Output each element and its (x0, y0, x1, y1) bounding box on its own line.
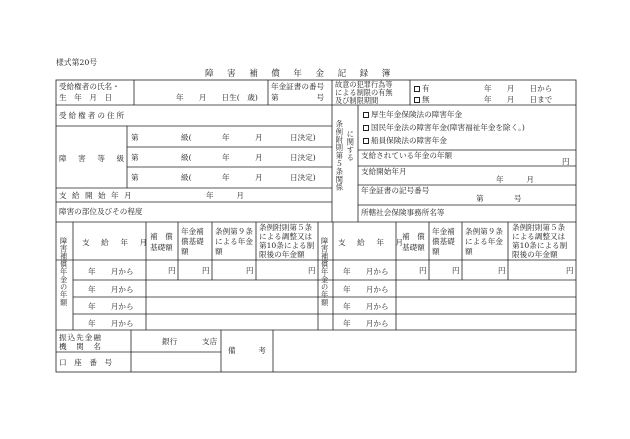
col-art9-header-l2: による年金 (215, 237, 253, 246)
table-row[interactable]: 年 月から (88, 285, 134, 294)
col-adj-header-l3: 第10条による制 (259, 241, 315, 250)
pension-option-label: 船員保険法の障害年金 (371, 136, 447, 145)
remarks-label: 備 考 (228, 346, 266, 355)
supp5-start-label: 支給開始年月 (361, 167, 407, 176)
bank-label-line1: 振込先金融 (59, 333, 102, 342)
grade-value: 級( (181, 173, 192, 182)
supp5-cert-field[interactable]: 第 号 (476, 194, 522, 203)
yen-unit: 円 (202, 266, 210, 275)
col-date-header: 支 給 年 月 (82, 238, 150, 247)
bank-name-field[interactable]: 銀行 (162, 337, 178, 346)
col-adj-header-l1: 条例附則第５条 (259, 223, 313, 232)
table-side-label-right: 障害補償年金の年額 (320, 237, 330, 307)
restriction-label-line3: 及び制限期間 (335, 96, 379, 105)
grade-day: 日決定) (290, 153, 316, 162)
yen-unit: 円 (566, 266, 574, 275)
table-row[interactable]: 年 月から (88, 302, 134, 311)
pension-amount-label: 支給されている年金の年額 (361, 151, 453, 160)
grade-month: 月 (255, 173, 263, 182)
col-pension-header-right-l3: 額 (432, 247, 440, 256)
checkbox-pension-2[interactable] (363, 125, 369, 131)
col-pension-header-l1: 年金補 (181, 227, 204, 236)
birth-date-field[interactable]: 年 月 日生( 歳) (176, 93, 258, 102)
checkbox-yes[interactable] (414, 86, 420, 92)
table-row[interactable]: 年 月から (88, 267, 134, 276)
grade-prefix: 第 (131, 173, 139, 182)
pension-option-3[interactable] (363, 137, 447, 145)
col-adj-header-l4: 限後の年金額 (259, 250, 305, 259)
grade-prefix: 第 (131, 133, 139, 142)
col-art9-header-l3: 額 (215, 247, 223, 256)
col-adj-header-l2: による調整又は (259, 232, 313, 241)
grade-label: 障 害 等 級 (59, 154, 127, 163)
col-adj-header-right-l1: 条例附則第５条 (512, 223, 566, 232)
checkbox-pension-1[interactable] (363, 112, 369, 118)
pension-option-1[interactable] (363, 111, 462, 119)
address-label: 受給権者の住所 (59, 111, 127, 120)
grade-day: 日決定) (290, 173, 316, 182)
disability-label: 障害の部位及びその程度 (59, 207, 143, 216)
grade-value: 級( (181, 133, 192, 142)
supp5-vertical-label: 条例附則第５条関係 (334, 120, 344, 192)
page-title: 障害補償年金記録簿 (205, 69, 404, 79)
start-ym-label: 支 給 開 始 年 月 (59, 191, 134, 200)
checkbox-no[interactable] (414, 97, 420, 103)
table-side-label-left: 障害補償年金の年額 (59, 237, 69, 307)
supp5-relation-label: に関する (345, 130, 355, 162)
grade-month: 月 (255, 133, 263, 142)
restriction-label-line2: による制限の有無 (335, 88, 393, 97)
yen-unit: 円 (168, 266, 176, 275)
col-pension-header-right-l1: 年金補 (432, 227, 455, 236)
table-row[interactable]: 年 月から (343, 302, 389, 311)
name-label-line1: 受給権者の氏名・ (59, 82, 120, 91)
yen-unit: 円 (498, 266, 506, 275)
supp5-start-field[interactable]: 年 月 (496, 175, 534, 184)
cert-number-field[interactable]: 第 号 (271, 93, 325, 102)
restriction-label-line1: 故意の犯罪行為等 (335, 80, 393, 89)
pension-option-2[interactable] (363, 124, 525, 132)
branch-name-field[interactable]: 支店 (202, 337, 218, 346)
table-row[interactable]: 年 月から (343, 267, 389, 276)
pension-option-label: 厚生年金保険法の障害年金 (371, 110, 463, 119)
account-number-label: 口 座 番 号 (59, 358, 113, 367)
col-adj-header-right-l3: 第10条による制 (512, 241, 568, 250)
pension-amount-unit: 円 (562, 157, 570, 166)
restriction-no-label: 無 (422, 95, 430, 104)
restriction-no-option[interactable] (414, 96, 430, 104)
grade-day: 日決定) (290, 133, 316, 142)
table-row[interactable]: 年 月から (343, 285, 389, 294)
checkbox-pension-3[interactable] (363, 138, 369, 144)
name-label-line2: 生 年 月 日 (59, 93, 113, 102)
grade-year: 年 (222, 153, 230, 162)
restriction-to-date[interactable]: 年 月 日まで (484, 95, 553, 104)
col-art9-header-right-l1: 条例第９条 (465, 227, 503, 236)
grade-value: 級( (181, 153, 192, 162)
col-adj-header-right-l4: 限後の年金額 (512, 250, 558, 259)
yen-unit: 円 (308, 266, 316, 275)
table-row[interactable]: 年 月から (343, 319, 389, 328)
grade-year: 年 (222, 133, 230, 142)
grade-month: 月 (255, 153, 263, 162)
col-pension-header-l3: 額 (181, 247, 189, 256)
col-base-header-l1: 補 償 (150, 232, 173, 241)
bank-label-line2: 機 関 名 (59, 342, 102, 351)
col-pension-header-right-l2: 償基礎 (432, 237, 455, 246)
start-ym-field[interactable]: 年 月 (206, 191, 244, 200)
yen-unit: 円 (246, 266, 254, 275)
col-adj-header-right-l2: による調整又は (512, 232, 566, 241)
form-number: 様式第20号 (56, 58, 98, 67)
restriction-yes-option[interactable] (414, 85, 430, 93)
col-base-header-l2: 基礎額 (150, 243, 173, 252)
col-base-header-right-l1: 補 償 (402, 232, 425, 241)
pension-option-label: 国民年金法の障害年金(障害福祉年金を除く。) (371, 123, 525, 132)
cert-number-label: 年金証書の番号 (271, 82, 325, 91)
col-pension-header-l2: 償基礎 (181, 237, 204, 246)
supp5-cert-label: 年金証書の記号番号 (361, 186, 430, 195)
table-row[interactable]: 年 月から (88, 319, 134, 328)
restriction-from-date[interactable]: 年 月 日から (484, 84, 553, 93)
social-insurance-office-label: 所轄社会保険事務所名等 (361, 208, 445, 217)
grade-year: 年 (222, 173, 230, 182)
col-art9-header-l1: 条例第９条 (215, 227, 253, 236)
col-art9-header-right-l2: による年金 (465, 237, 503, 246)
col-base-header-right-l2: 基礎額 (402, 243, 425, 252)
grade-prefix: 第 (131, 153, 139, 162)
yen-unit: 円 (419, 266, 427, 275)
col-art9-header-right-l3: 額 (465, 247, 473, 256)
col-date-header-right: 支 給 年 月 (338, 238, 406, 247)
restriction-yes-label: 有 (422, 84, 430, 93)
yen-unit: 円 (452, 266, 460, 275)
